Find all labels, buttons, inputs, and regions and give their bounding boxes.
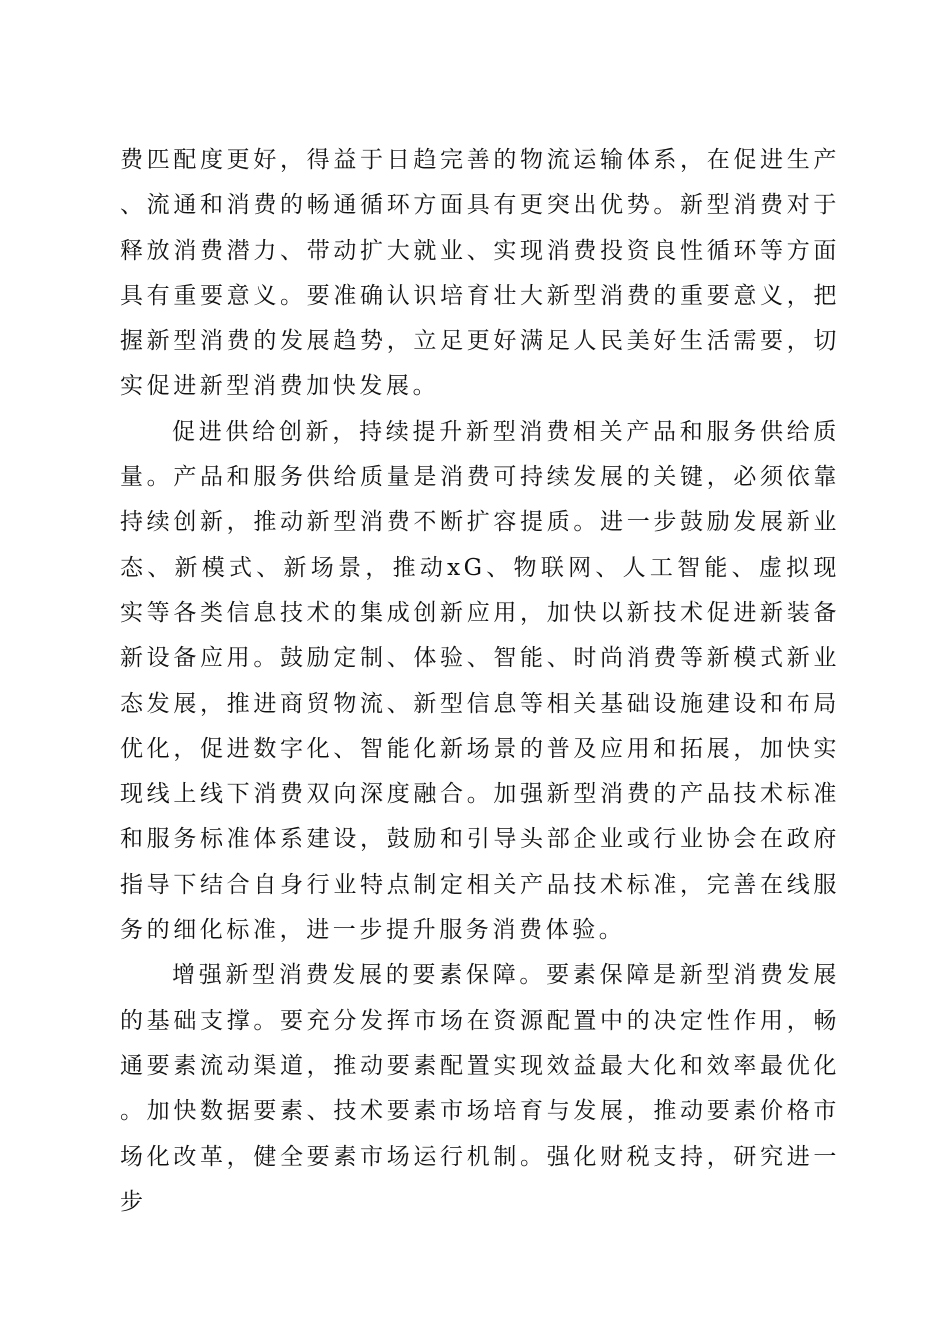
paragraph-1: 费匹配度更好，得益于日趋完善的物流运输体系，在促进生产、流通和消费的畅通循环方面具有更突出优势。新型消费对于释放消费潜力、带动扩大就业、实现消费投资良性循环等方面具有重要意义。要准确认识培育壮大新型消费的重要意义，把握新型消费的发展趋势，立足更好满足人民美好生活需要，切实促进新型消费加快发展。: [120, 147, 840, 400]
document-page: [120, 138, 840, 1225]
paragraph-3: 增强新型消费发展的要素保障。要素保障是新型消费发展的基础支撑。要充分发挥市场在资源配置中的决定性作用，畅通要素流动渠道，推动要素配置实现效益最大化和效率最优化。加快数据要素、技术要素市场培育与发展，推动要素价格市场化改革，健全要素市场运行机制。强化财税支持，研究进一步: [120, 962, 840, 1215]
paragraph-2: 促进供给创新，持续提升新型消费相关产品和服务供给质量。产品和服务供给质量是消费可持续发展的关键，必须依靠持续创新，推动新型消费不断扩容提质。进一步鼓励发展新业态、新模式、新场景，推动xG、物联网、人工智能、虚拟现实等各类信息技术的集成创新应用，加快以新技术促进新装备新设备应用。鼓励定制、体验、智能、时尚消费等新模式新业态发展，推进商贸物流、新型信息等相关基础设施建设和布局优化，促进数字化、智能化新场景的普及应用和拓展，加快实现线上线下消费双向深度融合。加强新型消费的产品技术标准和服务标准体系建设，鼓励和引导头部企业或行业协会在政府指导下结合自身行业特点制定相关产品技术标准，完善在线服务的细化标准，进一步提升服务消费体验。: [120, 418, 840, 944]
